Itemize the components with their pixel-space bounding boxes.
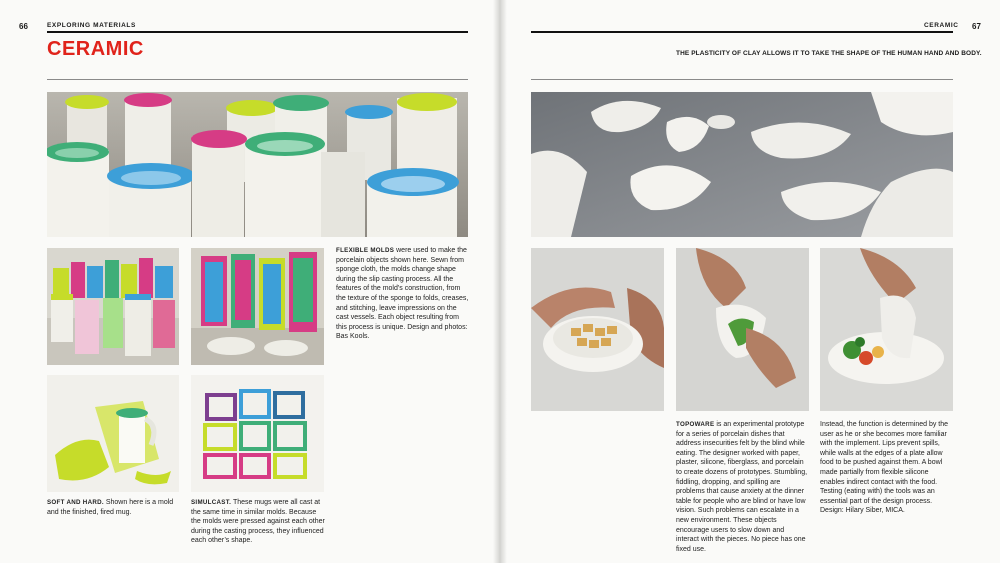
photo-simulcast [191,375,324,492]
right-top-rule [531,31,953,33]
page-title: CERAMIC [47,38,144,60]
photo-hands-plate-greens [676,248,809,411]
caption-lead: SIMULCAST. [191,499,232,506]
right-tagline-rule [531,79,953,80]
caption-body: were used to make the porcelain objects shown here. Sewn from sponge cloth, the molds change shape during the slip casting process. All the features of the mold’s construction, from the texture of the sponge to folds, creases, and stitching, leave impressions on the cast vessels. Each object resulting from this process is unique. Design and photos: Bas Kools. [336,247,469,341]
tagline: THE PLASTICITY OF CLAY ALLOWS IT TO TAKE THE SHAPE OF THE HUMAN HAND AND BODY. [676,50,982,57]
right-running-head: CERAMIC [924,22,959,29]
caption-lead: FLEXIBLE MOLDS [336,247,395,254]
photo-porcelain-pieces [531,92,953,237]
photo-porcelain-cups [47,92,468,237]
caption-lead: TOPOWARE [676,421,715,428]
photo-plate-food [820,248,953,411]
caption-simulcast [191,498,325,546]
caption-body: These mugs were all cast at the same time in similar molds. Because the molds were pressed against each other during the casting process, they influenced each other’s shape. [191,499,325,545]
caption-body: is an experimental prototype for a series of porcelain dishes that address insecurities felt by the blind while eating. The designer worked with paper, plaster, silicone, fiberglass, and porcelain to create dozens of prototypes. Stumbling, fiddling, dropping, and spilling are problems that cause anxiety at the dinner table for people who are blind or have low vision. Such problems can escalate in a new environment. These objects encourage users to slow down and interact with the pieces. No piece has one fixed use. [676,421,808,553]
photo-fabric-molds-2 [191,248,324,365]
caption-soft-and-hard [47,498,180,517]
book-gutter [493,0,507,563]
photo-soft-and-hard [47,375,179,492]
caption-body: Shown here is a mold and the finished, fired mug. [47,499,174,516]
left-top-rule [47,31,468,33]
left-title-rule [47,79,468,80]
left-folio: 66 [19,22,28,31]
left-running-head: EXPLORING MATERIALS [47,22,136,29]
photo-fabric-molds-1 [47,248,179,365]
right-folio: 67 [972,22,981,31]
caption-flexible-molds [336,246,469,342]
caption-lead: SOFT AND HARD. [47,499,104,506]
photo-bowl-cereal [531,248,664,411]
caption-topoware [676,420,809,554]
caption-topoware-continued: Instead, the function is determined by the user as he or she becomes more familiar with the implement. Lips prevent spills, while walls at the edges of a plate allow food to be pushed against them. A bowl made partially from flexible silicone enables indirect contact with the food. Testing (eating with) the tools was an essential part of the design process. Design: Hilary Siber, MICA. [820,421,949,515]
